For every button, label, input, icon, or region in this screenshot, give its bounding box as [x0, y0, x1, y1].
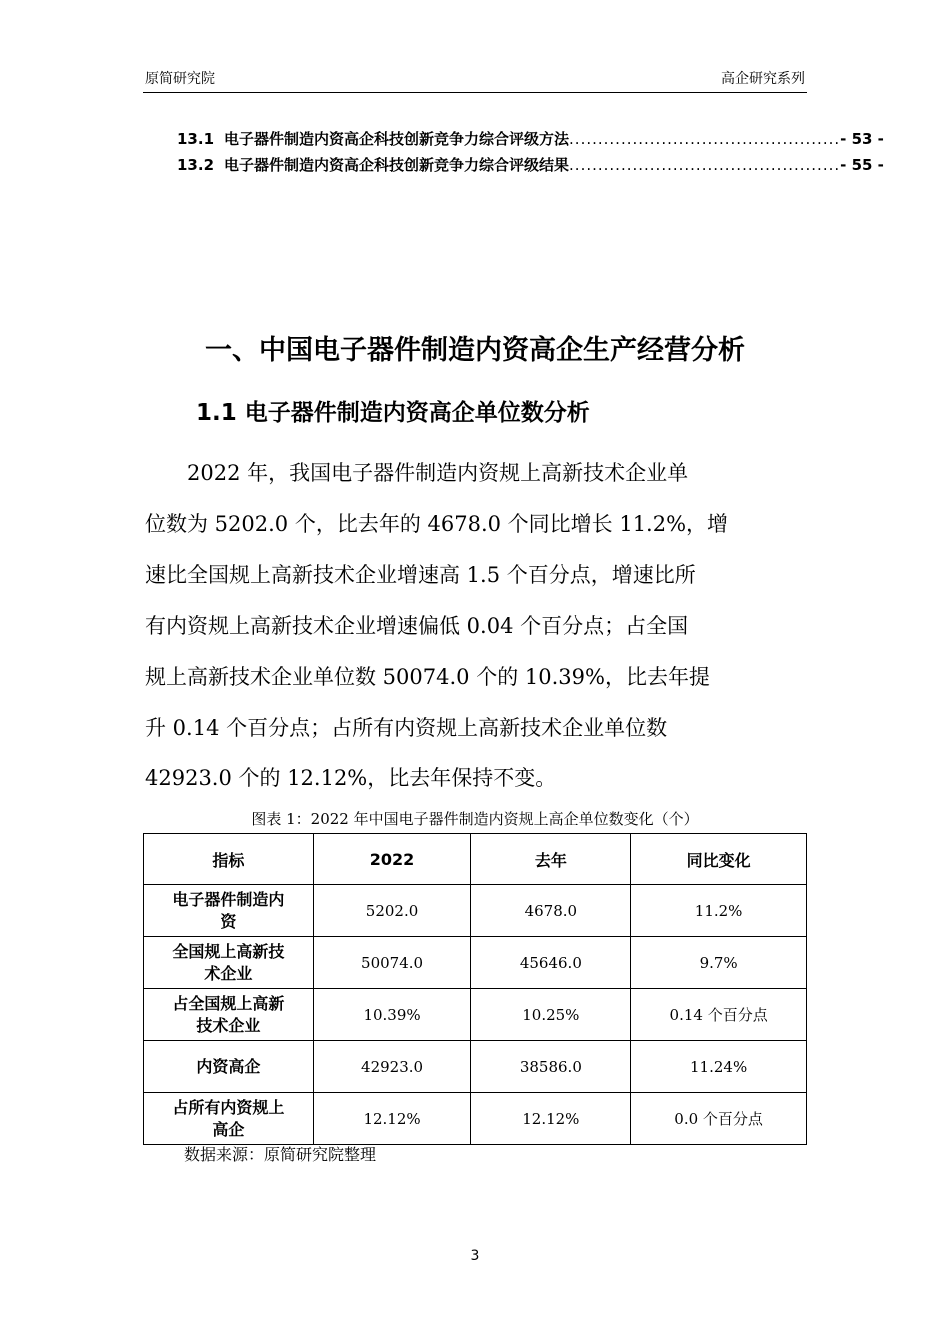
table-row [144, 1093, 807, 1145]
column-header: 同比变化 [631, 834, 807, 885]
table-cell: 10.25% [471, 989, 631, 1041]
page-header-right: 高企研究系列 [721, 71, 805, 87]
paragraph-line: 升 0.14 个百分点；占所有内资规上高新技术企业单位数 [145, 716, 668, 740]
section-title: 1.1 电子器件制造内资高企单位数分析 [196, 400, 590, 426]
table-caption: 图表 1：2022 年中国电子器件制造内资规上高企单位数变化（个） [251, 810, 699, 828]
paragraph-line: 42923.0 个的 12.12%，比去年保持不变。 [145, 766, 557, 790]
chapter-title: 一、中国电子器件制造内资高企生产经营分析 [205, 335, 745, 366]
toc-page: - 55 - [840, 156, 884, 174]
paragraph-line: 位数为 5202.0 个，比去年的 4678.0 个同比增长 11.2%，增 [145, 512, 729, 536]
table-header-row [144, 834, 807, 885]
row-label [144, 885, 314, 937]
source-note: 数据来源：原简研究院整理 [184, 1145, 377, 1164]
table-row [144, 989, 807, 1041]
toc-number: 13.2 [177, 156, 215, 174]
table-cell: 11.24% [631, 1041, 807, 1093]
row-label-line: 内资高企 [196, 1056, 261, 1076]
table-cell: 45646.0 [471, 937, 631, 989]
row-label [144, 937, 314, 989]
paragraph-line: 速比全国规上高新技术企业增速高 1.5 个百分点，增速比所 [145, 563, 696, 587]
table-cell: 0.0 个百分点 [631, 1093, 807, 1145]
table-row [144, 1041, 807, 1093]
page-header-left: 原简研究院 [145, 71, 215, 87]
column-header: 2022 [313, 834, 471, 885]
toc-title: 电子器件制造内资高企科技创新竞争力综合评级方法 [224, 130, 570, 148]
paragraph-line: 规上高新技术企业单位数 50074.0 个的 10.39%，比去年提 [145, 665, 710, 689]
toc-page: - 53 - [840, 130, 884, 148]
table-cell: 38586.0 [471, 1041, 631, 1093]
toc-leader: ............................................... [569, 156, 841, 174]
table-row [144, 937, 807, 989]
data-table [143, 833, 807, 1145]
row-label [144, 1093, 314, 1145]
toc-entry-13-1[interactable] [177, 128, 884, 149]
row-label-line: 术企业 [204, 963, 253, 983]
table-cell: 5202.0 [313, 885, 471, 937]
row-label-line: 占全国规上高新 [172, 993, 285, 1013]
table-cell: 42923.0 [313, 1041, 471, 1093]
table-cell: 12.12% [471, 1093, 631, 1145]
page-number: 3 [470, 1248, 480, 1264]
toc-leader: ............................................... [569, 130, 841, 148]
row-label-line: 技术企业 [196, 1015, 261, 1035]
row-label-line: 高企 [212, 1119, 245, 1139]
row-label-line: 占所有内资规上 [172, 1097, 285, 1117]
paragraph-line: 2022 年，我国电子器件制造内资规上高新技术企业单 [145, 461, 689, 485]
row-label-line: 资 [220, 911, 237, 931]
table-cell: 4678.0 [471, 885, 631, 937]
table-row [144, 885, 807, 937]
table-cell: 9.7% [631, 937, 807, 989]
column-header: 去年 [471, 834, 631, 885]
row-label [144, 989, 314, 1041]
header-rule [143, 92, 807, 93]
toc-title: 电子器件制造内资高企科技创新竞争力综合评级结果 [224, 156, 570, 174]
row-label [144, 1041, 314, 1093]
table-cell: 12.12% [313, 1093, 471, 1145]
toc-entry-13-2[interactable] [177, 154, 884, 175]
table-cell: 0.14 个百分点 [631, 989, 807, 1041]
paragraph-line: 有内资规上高新技术企业增速偏低 0.04 个百分点；占全国 [145, 614, 689, 638]
table-cell: 10.39% [313, 989, 471, 1041]
table-cell: 11.2% [631, 885, 807, 937]
row-label-line: 全国规上高新技 [172, 941, 285, 961]
column-header: 指标 [144, 834, 314, 885]
row-label-line: 电子器件制造内 [172, 889, 285, 909]
toc-number: 13.1 [177, 130, 215, 148]
table-cell: 50074.0 [313, 937, 471, 989]
